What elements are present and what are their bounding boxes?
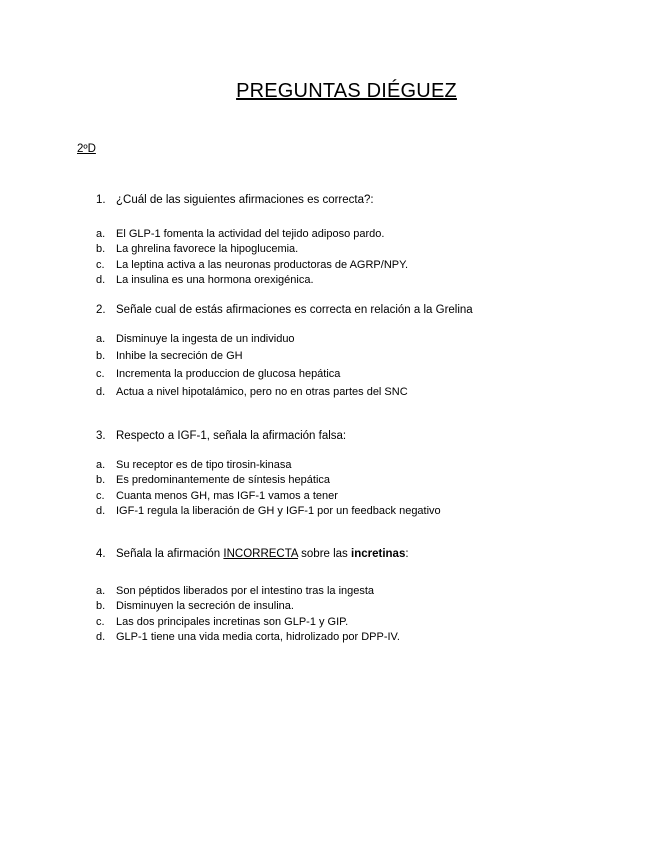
option-letter: d. [96, 631, 106, 643]
question-text: Señale cual de estás afirmaciones es correcta en relación a la Grelina [116, 304, 473, 316]
option-text: La leptina activa a las neuronas productoras de AGRP/NPY. [116, 259, 409, 271]
question-number: 2. [96, 304, 106, 316]
option-letter: a. [96, 459, 106, 471]
option-text: Son péptidos liberados por el intestino tras la ingesta [116, 585, 375, 597]
option-text: IGF-1 regula la liberación de GH y IGF-1 por un feedback negativo [116, 505, 441, 517]
option-text: GLP-1 tiene una vida media corta, hidrolizado por DPP-IV. [116, 631, 400, 643]
option-text: Inhibe la secreción de GH [116, 350, 243, 362]
option-text: La insulina es una hormona orexigénica. [116, 274, 314, 286]
option-letter: c. [96, 368, 105, 380]
option-3b [96, 474, 330, 486]
option-text: Disminuyen la secreción de insulina. [116, 600, 294, 612]
option-text: Actua a nivel hipotalámico, pero no en otras partes del SNC [116, 386, 408, 398]
option-letter: a. [96, 228, 106, 240]
question-text: sobre las [297, 548, 352, 560]
question-emphasis-bold: incretinas [351, 548, 406, 560]
question-1 [96, 194, 374, 206]
question-2 [96, 304, 473, 316]
option-4a [96, 585, 374, 597]
option-letter: b. [96, 350, 106, 362]
option-1a [96, 228, 384, 240]
option-text: Las dos principales incretinas son GLP-1 y GIP. [116, 616, 349, 628]
option-text: Su receptor es de tipo tirosin-kinasa [116, 459, 292, 471]
option-letter: b. [96, 243, 106, 255]
question-number: 4. [96, 548, 106, 560]
option-3d [96, 505, 441, 517]
option-4b [96, 600, 294, 612]
option-2d [96, 386, 408, 398]
option-2c [96, 368, 340, 380]
option-letter: d. [96, 274, 106, 286]
question-text: Señala la afirmación [116, 548, 224, 560]
option-letter: b. [96, 600, 106, 612]
option-text: Incrementa la produccion de glucosa hepática [116, 368, 341, 380]
question-3 [96, 430, 346, 442]
option-2b [96, 350, 243, 362]
option-letter: c. [96, 616, 105, 628]
option-text: La ghrelina favorece la hipoglucemia. [116, 243, 299, 255]
question-text: : [405, 548, 409, 560]
option-letter: b. [96, 474, 106, 486]
question-text: Respecto a IGF-1, señala la afirmación falsa: [116, 430, 347, 442]
option-letter: a. [96, 585, 106, 597]
question-text: ¿Cuál de las siguientes afirmaciones es correcta?: [116, 194, 374, 206]
option-letter: c. [96, 259, 105, 271]
option-1c [96, 259, 408, 271]
option-3a [96, 459, 291, 471]
question-number: 1. [96, 194, 106, 206]
option-text: Es predominantemente de síntesis hepática [116, 474, 331, 486]
option-3c [96, 490, 338, 502]
option-letter: d. [96, 386, 106, 398]
option-2a [96, 333, 295, 345]
page-title: PREGUNTAS DIÉGUEZ [236, 80, 457, 102]
option-text: Cuanta menos GH, mas IGF-1 vamos a tener [116, 490, 338, 502]
option-1b [96, 243, 298, 255]
question-number: 3. [96, 430, 106, 442]
option-text: El GLP-1 fomenta la actividad del tejido adiposo pardo. [116, 228, 385, 240]
option-letter: c. [96, 490, 105, 502]
question-4 [96, 548, 409, 560]
group-label: 2ºD [77, 143, 96, 155]
option-1d [96, 274, 314, 286]
option-letter: a. [96, 333, 106, 345]
option-letter: d. [96, 505, 106, 517]
option-4d [96, 631, 400, 643]
question-emphasis-underlined: INCORRECTA [223, 548, 298, 560]
option-4c [96, 616, 348, 628]
option-text: Disminuye la ingesta de un individuo [116, 333, 295, 345]
